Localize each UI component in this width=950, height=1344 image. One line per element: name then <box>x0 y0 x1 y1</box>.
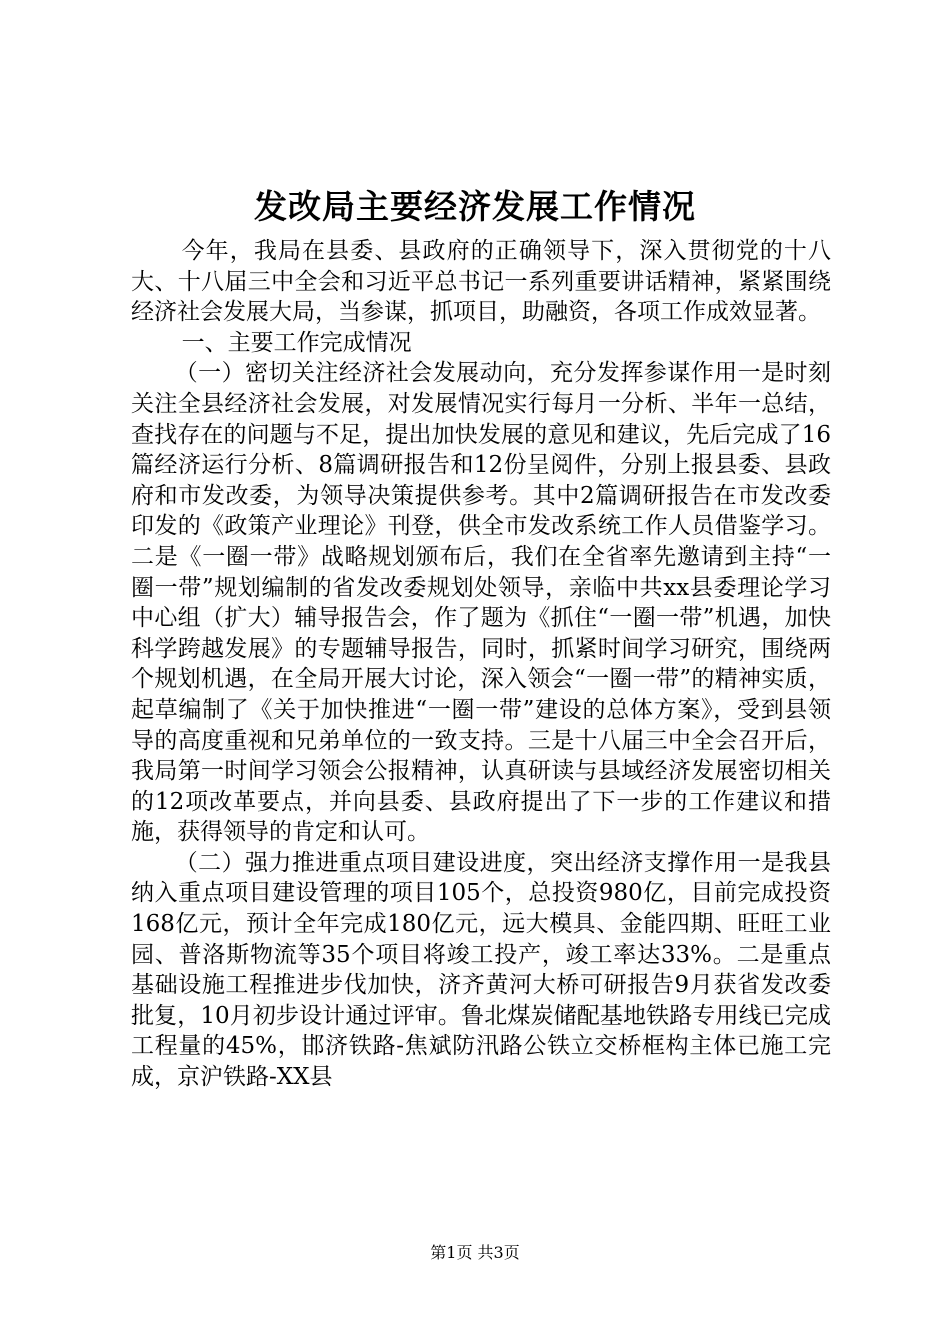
document-body <box>131 236 831 1093</box>
item-paragraph-2: （二）强力推进重点项目建设进度，突出经济支撑作用一是我县纳入重点项目建设管理的项目105个，总投资980亿，目前完成投资168亿元，预计全年完成180亿元，远大模具、金能四期、旺旺工业园、普洛斯物流等35个项目将竣工投产，竣工率达33%。二是重点基础设施工程推进步伐加快，济齐黄河大桥可研报告9月获省发改委批复，10月初步设计通过评审。鲁北煤炭储配基地铁路专用线已完成工程量的45%，邯济铁路-焦斌防汛路公铁立交桥框构主体已施工完成，京沪铁路-XX县 <box>131 849 831 1091</box>
item-paragraph-1: （一）密切关注经济社会发展动向，充分发挥参谋作用一是时刻关注全县经济社会发展，对发展情况实行每月一分析、半年一总结，查找存在的问题与不足，提出加快发展的意见和建议，先后完成了16篇经济运行分析、8篇调研报告和12份呈阅件，分别上报县委、县政府和市发改委，为领导决策提供参考。其中2篇调研报告在市发改委印发的《政策产业理论》刊登，供全市发改系统工作人员借鉴学习。二是《一圈一带》战略规划颁布后，我们在全省率先邀请到主持“一圈一带”规划编制的省发改委规划处领导，亲临中共xx县委理论学习中心组（扩大）辅导报告会，作了题为《抓住“一圈一带”机遇，加快科学跨越发展》的专题辅导报告，同时，抓紧时间学习研究，围绕两个规划机遇，在全局开展大讨论，深入领会“一圈一带”的精神实质，起草编制了《关于加快推进“一圈一带”建设的总体方案》，受到县领导的高度重视和兄弟单位的一致支持。三是十八届三中全会召开后，我局第一时间学习领会公报精神，认真研读与县域经济发展密切相关的12项改革要点，并向县委、县政府提出了下一步的工作建议和措施，获得领导的肯定和认可。 <box>131 360 831 846</box>
intro-paragraph: 今年，我局在县委、县政府的正确领导下，深入贯彻党的十八大、十八届三中全会和习近平总书记一系列重要讲话精神，紧紧围绕经济社会发展大局，当参谋，抓项目，助融资，各项工作成效显著。 <box>131 238 831 326</box>
page-number: 第1页 共3页 <box>430 1243 520 1262</box>
document-title: 发改局主要经济发展工作情况 <box>254 187 696 226</box>
section-heading: 一、主要工作完成情况 <box>181 329 412 356</box>
